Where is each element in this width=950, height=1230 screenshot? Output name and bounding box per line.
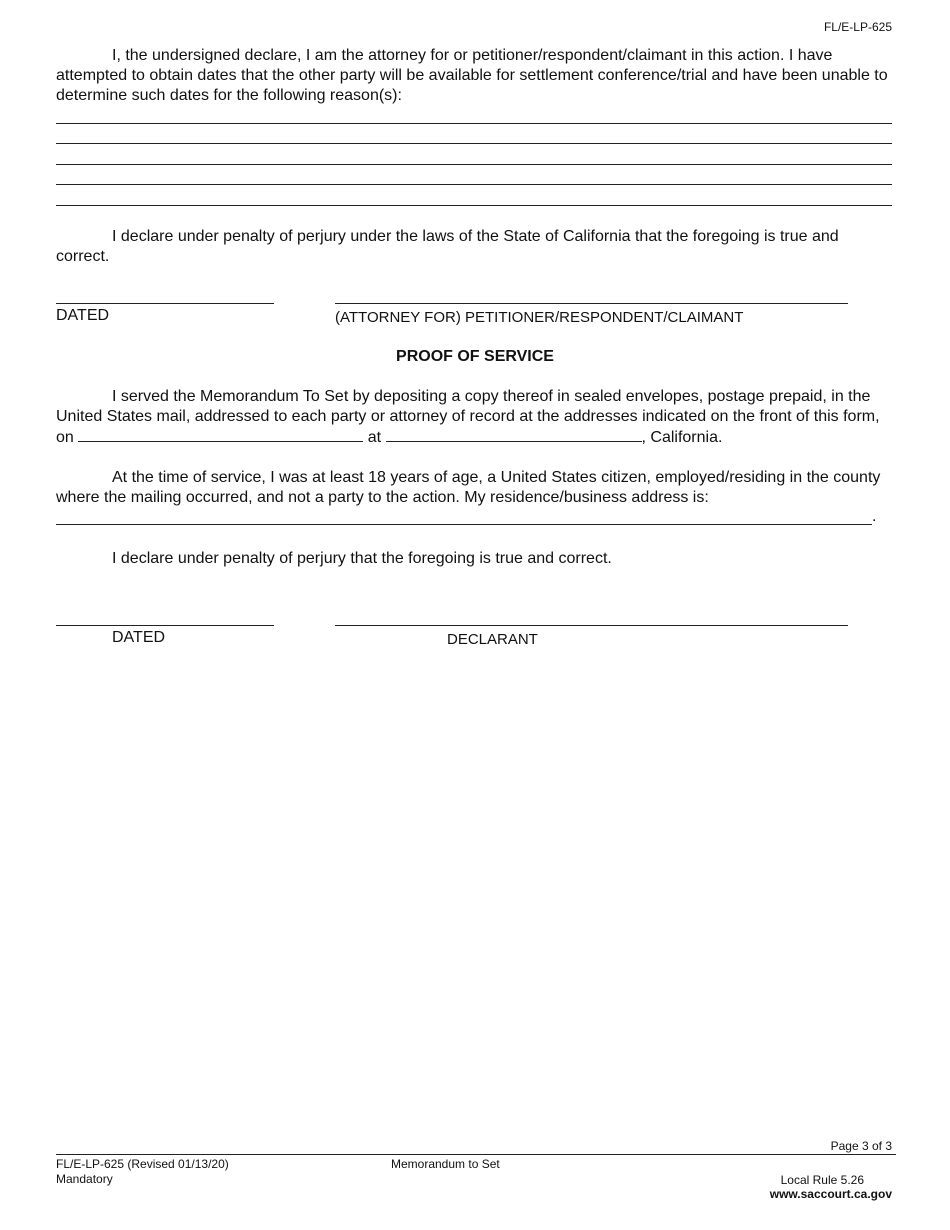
service-city-blank[interactable] (386, 427, 642, 442)
at-label: at (367, 429, 382, 446)
service-perjury-statement: I declare under penalty of perjury that the foregoing is true and correct. (112, 550, 612, 567)
form-title: Memorandum to Set (391, 1157, 500, 1171)
page-number: Page 3 of 3 (830, 1139, 892, 1153)
dated-line[interactable] (56, 303, 274, 304)
reason-line[interactable] (56, 184, 892, 185)
service-dated-label: DATED (112, 629, 166, 646)
footer-divider (56, 1154, 896, 1155)
declarant-signature-line[interactable] (335, 625, 848, 626)
california-label: , California. (641, 429, 723, 446)
local-rule: Local Rule 5.26 (780, 1173, 864, 1187)
website-link[interactable]: www.saccourt.ca.gov (769, 1187, 892, 1201)
form-revision: FL/E-LP-625 (Revised 01/13/20) (56, 1157, 229, 1171)
service-text: I served the Memorandum To Set by depositing a copy thereof in sealed envelopes, postage prepaid, in the United States mail, addressed to each party or attorney of record at the addresses indicated on the front of this form, on (56, 388, 880, 446)
declaration-paragraph: I, the undersigned declare, I am the attorney for or petitioner/respondent/claimant in this action. I have attempted to obtain dates that the other party will be available for settlement conference/trial and have been unable to determine such dates for the following reason(s): (56, 47, 888, 104)
signer-label: (ATTORNEY FOR) PETITIONER/RESPONDENT/CLAIMANT (335, 309, 744, 326)
declarant-label: DECLARANT (447, 631, 538, 648)
address-line[interactable] (56, 524, 872, 525)
service-date-blank[interactable] (78, 427, 363, 442)
age-statement: At the time of service, I was at least 18 years of age, a United States citizen, employed/residing in the county where the mailing occurred, and not a party to the action. My residence/business address is: (56, 469, 881, 506)
dated-label: DATED (56, 307, 110, 324)
reason-line[interactable] (56, 205, 892, 206)
reason-line[interactable] (56, 164, 892, 165)
reason-line[interactable] (56, 123, 892, 124)
proof-of-service-title: PROOF OF SERVICE (396, 348, 554, 365)
mandatory-label: Mandatory (56, 1172, 113, 1186)
service-paragraph (56, 387, 892, 448)
service-dated-line[interactable] (56, 625, 274, 626)
reason-line[interactable] (56, 143, 892, 144)
attorney-signature-line[interactable] (335, 303, 848, 304)
perjury-statement: I declare under penalty of perjury under the laws of the State of California that the foregoing is true and correct. (56, 228, 839, 265)
address-terminator: . (872, 508, 877, 525)
form-id-header: FL/E-LP-625 (823, 20, 892, 34)
